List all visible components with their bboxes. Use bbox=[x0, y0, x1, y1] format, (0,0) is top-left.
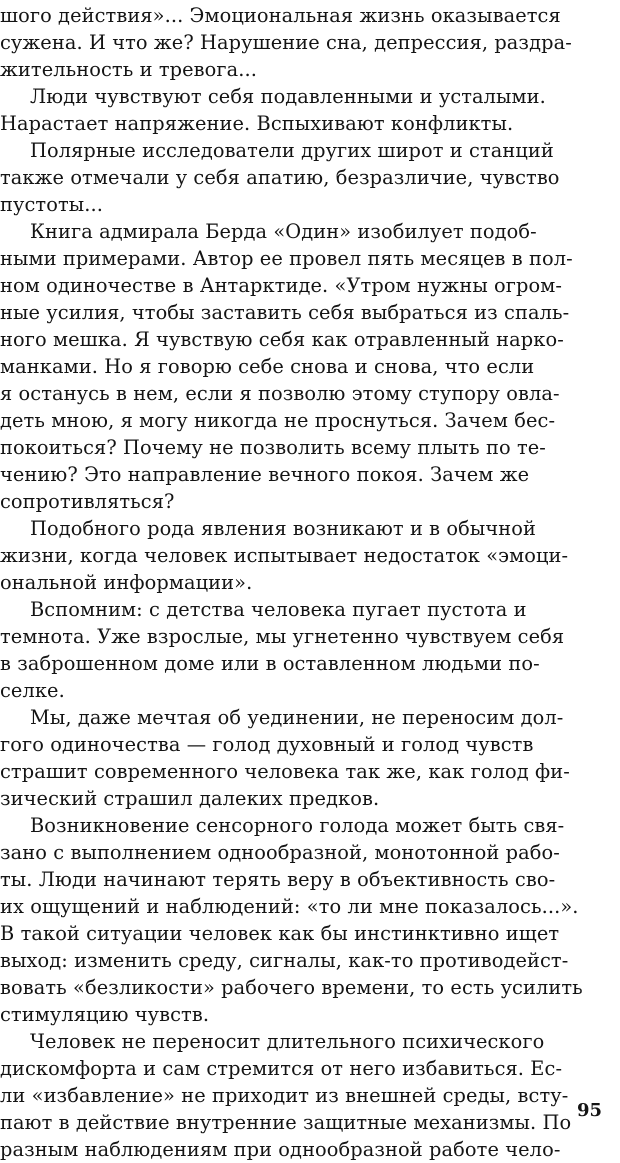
text-line: зано с выполнением однообразной, монотонной рабо- bbox=[0, 841, 560, 864]
text-line: жительность и тревога... bbox=[0, 58, 258, 81]
text-line: ные усилия, чтобы заставить себя выбраться из спаль- bbox=[0, 301, 570, 324]
text-line: Вспомним: с детства человека пугает пустота и bbox=[30, 598, 527, 621]
text-line: чению? Это направление вечного покоя. Зачем же bbox=[0, 463, 530, 486]
text-line: деть мною, я могу никогда не проснуться. Зачем бес- bbox=[0, 409, 556, 432]
text-line: дискомфорта и сам стремится от него избавиться. Ес- bbox=[0, 1057, 563, 1080]
text-line: зический страшил далеких предков. bbox=[0, 787, 380, 810]
text-line: ли «избавление» не приходит из внешней среды, всту- bbox=[0, 1084, 569, 1107]
text-line: также отмечали у себя апатию, безразличие, чувство bbox=[0, 166, 560, 189]
text-line: гого одиночества — голод духовный и голод чувств bbox=[0, 733, 534, 756]
text-line: Возникновение сенсорного голода может быть свя- bbox=[30, 814, 565, 837]
text-line: манками. Но я говорю себе снова и снова, что если bbox=[0, 355, 535, 378]
text-line: ональной информации». bbox=[0, 571, 253, 594]
text-line: ного мешка. Я чувствую себя как отравленный нарко- bbox=[0, 328, 564, 351]
body-text bbox=[0, 2, 620, 1163]
text-line: шого действия»... Эмоциональная жизнь оказывается bbox=[0, 4, 561, 27]
text-line: жизни, когда человек испытывает недостаток «эмоци- bbox=[0, 544, 569, 567]
text-line: ты. Люди начинают терять веру в объективность сво- bbox=[0, 868, 556, 891]
text-line: Мы, даже мечтая об уединении, не переносим дол- bbox=[30, 706, 564, 729]
text-line: вовать «безликости» рабочего времени, то есть усилить bbox=[0, 976, 583, 999]
text-line: Полярные исследователи других широт и станций bbox=[30, 139, 554, 162]
text-line: сужена. И что же? Нарушение сна, депрессия, раздра- bbox=[0, 31, 572, 54]
text-line: Человек не переносит длительного психического bbox=[30, 1030, 545, 1053]
text-line: Книга адмирала Берда «Один» изобилует подоб- bbox=[30, 220, 537, 243]
text-line: селке. bbox=[0, 679, 65, 702]
text-line: пустоты... bbox=[0, 193, 103, 216]
text-line: в заброшенном доме или в оставленном людьми по- bbox=[0, 652, 540, 675]
text-line: их ощущений и наблюдений: «то ли мне показалось...». bbox=[0, 895, 579, 918]
text-line: сопротивляться? bbox=[0, 490, 175, 513]
text-line: Люди чувствуют себя подавленными и усталыми. bbox=[30, 85, 546, 108]
text-line: страшит современного человека так же, как голод фи- bbox=[0, 760, 570, 783]
page-number: 95 bbox=[576, 1100, 602, 1121]
text-line: ном одиночестве в Антарктиде. «Утром нужны огром- bbox=[0, 274, 563, 297]
text-line: Подобного рода явления возникают и в обычной bbox=[30, 517, 536, 540]
text-line: ными примерами. Автор ее провел пять месяцев в пол- bbox=[0, 247, 573, 270]
text-line: темнота. Уже взрослые, мы угнетенно чувствуем себя bbox=[0, 625, 565, 648]
text-line: выход: изменить среду, сигналы, как-то противодейст- bbox=[0, 949, 569, 972]
text-line: разным наблюдениям при однообразной работе чело- bbox=[0, 1138, 561, 1161]
text-line: пают в действие внутренние защитные механизмы. По bbox=[0, 1111, 572, 1134]
text-line: Нарастает напряжение. Вспыхивают конфликты. bbox=[0, 112, 514, 135]
text-line: стимуляцию чувств. bbox=[0, 1003, 210, 1026]
text-line: В такой ситуации человек как бы инстинктивно ищет bbox=[0, 922, 560, 945]
text-line: я останусь в нем, если я позволю этому ступору овла- bbox=[0, 382, 560, 405]
text-line: покоиться? Почему не позволить всему плыть по те- bbox=[0, 436, 546, 459]
